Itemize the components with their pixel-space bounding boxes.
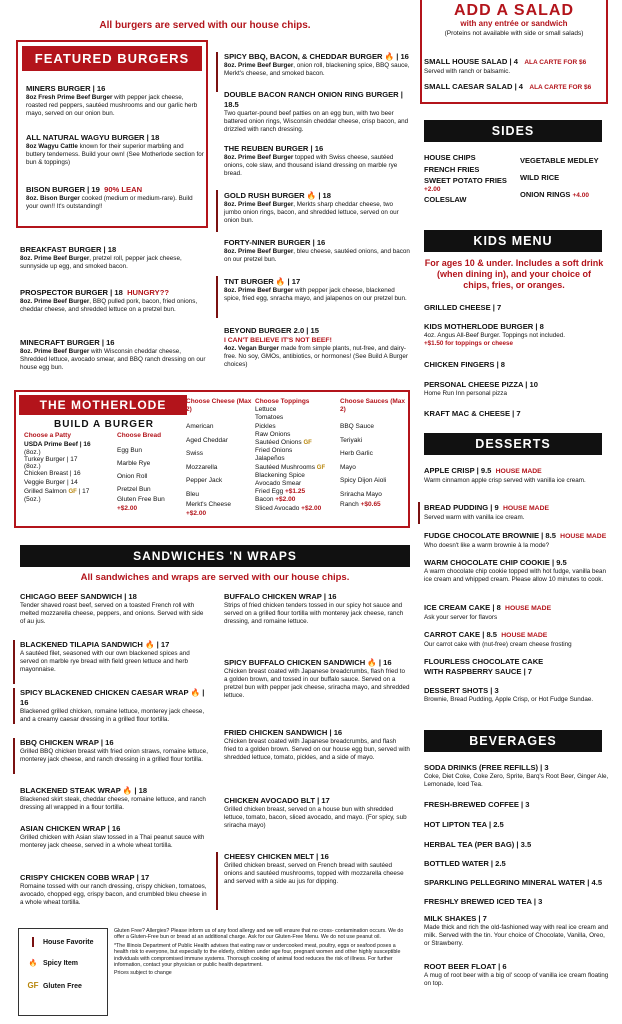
item-name: ASIAN CHICKEN WRAP | 16 <box>20 824 121 833</box>
house-favorite-bar <box>216 52 218 92</box>
item-name: SPICY BUFFALO CHICKEN SANDWICH 🔥 | 16 <box>224 658 392 667</box>
menu-item: BREAD PUDDING | 9 HOUSE MADE Served warm with vanilla ice cream. <box>424 503 550 521</box>
menu-item: CHICKEN FINGERS | 8 <box>424 360 506 369</box>
menu-item <box>224 728 410 762</box>
legend <box>18 928 108 1016</box>
house-favorite-bar <box>216 852 218 910</box>
menu-item <box>20 338 210 372</box>
item-desc: 8oz Fresh Prime Beef Burger with pepper jack cheese, roasted red peppers, sautéed mushrooms and our garlic herb mayo, served on our onion bun. <box>26 94 198 117</box>
menu-item <box>20 288 210 314</box>
menu-item <box>20 738 210 764</box>
item-desc: Chicken breast coated with Japanese breadcrumbs, and flash fried to a golden brown. Served on our house egg bun, served with shredded lettuce, tomato, pickles, and a side of mayo. <box>224 738 410 761</box>
menu-item <box>20 824 210 850</box>
menu-item: PERSONAL CHEESE PIZZA | 10 Home Run Inn personal pizza <box>424 380 538 397</box>
menu-item <box>20 688 210 724</box>
motherlode-header: THE MOTHERLODE <box>19 395 187 415</box>
item-desc: 8oz. Prime Beef Burger with Wisconsin cheddar cheese, Shredded lettuce, avocado smear, and BBQ ranch dressing on our house egg bun. <box>20 348 206 371</box>
item-name: CHEESY CHICKEN MELT | 16 <box>224 852 329 861</box>
item-name: FORTY-NINER BURGER | 16 <box>224 238 326 247</box>
menu-item <box>20 592 210 626</box>
menu-item <box>224 238 410 264</box>
flame-icon: 🔥 <box>275 277 286 286</box>
item-name: DOUBLE BACON RANCH ONION RING BURGER | 18.5 <box>224 90 403 109</box>
sides-right: VEGETABLE MEDLEY WILD RICE ONION RINGS +4.00 <box>520 156 599 199</box>
menu-item <box>20 873 210 907</box>
menu-item: SMALL CAESAR SALAD | 4 ALA CARTE FOR $6 <box>424 82 592 91</box>
menu-item: SPARKLING PELLEGRINO MINERAL WATER | 4.5 <box>424 878 603 887</box>
menu-item: ROOT BEER FLOAT | 6 A mug of root beer with a big ol' scoop of vanilla ice cream floating on top. <box>424 962 609 987</box>
menu-item <box>26 133 204 167</box>
menu-item <box>224 796 410 830</box>
item-name: GOLD RUSH BURGER 🔥 | 18 <box>224 191 331 200</box>
menu-item: ICE CREAM CAKE | 8 HOUSE MADE Ask your server for flavors <box>424 603 552 621</box>
item-desc: Tender shaved roast beef, served on a toasted French roll with melted mozzarella cheese, peppers, and onions. Served with side of au jus. <box>20 602 204 625</box>
item-name: BLACKENED STEAK WRAP 🔥 | 18 <box>20 786 148 795</box>
menu-item: CARROT CAKE | 8.5 HOUSE MADE Our carrot cake with (nut-free) cream cheese frosting <box>424 630 572 648</box>
item-desc: 4oz. Vegan Burger made from simple plants, nut-free, and dairy-free. No soy, GMOs, antibiotics, or hormones! (See Build A Burger choices) <box>224 345 408 368</box>
patty-column: Choose a Patty USDA Prime Beef | 16 (8oz.) Turkey Burger | 17 (8oz.) Chicken Breast | 16 Veggie Burger | 14 Grilled Salmon GF | 17 (5oz.) <box>24 432 114 503</box>
salad-title: ADD A SALAD <box>453 2 575 19</box>
menu-item: KIDS MOTHERLODE BURGER | 8 4oz. Angus All-Beef Burger. Toppings not included. +$1.50 for toppings or cheese <box>424 322 565 347</box>
item-desc: Grilled chicken breast, served on a house bun with shredded lettuce, tomato, bacon, sliced avocado, and mayo. (For spicy, sub sriracha mayo) <box>224 806 407 829</box>
menu-item: FRESHLY BREWED ICED TEA | 3 <box>424 897 543 906</box>
item-name: BISON BURGER | 19 90% LEAN <box>26 185 143 194</box>
flame-icon: 🔥 <box>122 786 133 795</box>
gluten-free-icon: GF <box>27 981 39 990</box>
item-name: SPICY BBQ, BACON, & CHEDDAR BURGER 🔥 | 16 <box>224 52 409 61</box>
menu-item <box>224 852 410 886</box>
item-name: CHICAGO BEEF SANDWICH | 18 <box>20 592 137 601</box>
item-name: BEYOND BURGER 2.0 | 15 <box>224 326 319 335</box>
flame-icon: 🔥 <box>306 191 317 200</box>
gluten-free-icon: GF <box>316 464 326 471</box>
item-desc: 8oz. Prime Beef Burger, BBQ pulled pork, bacon, fried onions, cheddar cheese, and shredded lettuce on a pretzel bun. <box>20 298 198 313</box>
item-desc: Grilled chicken with Asian slaw tossed in a Thai peanut sauce with monterey jack cheese, served in a whole wheat tortilla. <box>20 834 205 849</box>
cheese-column: Choose Cheese (Max 2) American Aged Cheddar Swiss Mozzarella Pepper Jack Bleu Merkt's Cheese +$2.00 <box>186 398 252 517</box>
item-name: CRISPY CHICKEN COBB WRAP | 17 <box>20 873 150 882</box>
flame-icon: 🔥 <box>28 960 38 967</box>
item-desc: Strips of fried chicken tenders tossed in our spicy hot sauce and served on a grilled flour tortilla with monterey jack cheese, ranch dressing, and romaine lettuce. <box>224 602 404 625</box>
item-desc: A sautéed filet, seasoned with our own blackened spices and served on marble rye bread with field green lettuce and herb mayonnaise. <box>20 650 190 673</box>
salad-note: (Proteins not available with side or small salads) <box>444 30 584 37</box>
legend-spicy-label: Spicy Item <box>42 960 78 967</box>
house-favorite-bar <box>216 190 218 232</box>
item-desc: 8oz. Prime Beef Burger, Merkts sharp cheddar cheese, two jumbo onion rings, bacon, and shredded lettuce, served on our onion bun. <box>224 201 399 224</box>
sauces-column: Choose Sauces (Max 2) BBQ Sauce Teriyaki Herb Garlic Mayo Spicy Dijon Aioli Sriracha Mayo Ranch +$0.65 <box>340 398 406 508</box>
item-name: MINERS BURGER | 16 <box>26 84 106 93</box>
menu-item <box>224 90 410 134</box>
menu-item <box>20 640 210 674</box>
menu-item: FUDGE CHOCOLATE BROWNIE | 8.5 HOUSE MADE Who doesn't like a warm brownie à la mode? <box>424 531 607 549</box>
item-tag: I CAN'T BELIEVE IT'S NOT BEEF! <box>224 337 332 344</box>
item-name: THE REUBEN BURGER | 16 <box>224 144 324 153</box>
menu-item <box>20 245 210 271</box>
bread-column: Choose Bread Egg Bun Marble Rye Onion Roll Pretzel Bun Gluten Free Bun +$2.00 <box>117 432 165 512</box>
item-name: ALL NATURAL WAGYU BURGER | 18 <box>26 133 160 142</box>
menu-item <box>224 326 410 369</box>
flame-icon: 🔥 <box>384 52 395 61</box>
build-a-burger: BUILD A BURGER <box>54 419 154 430</box>
item-name: SPICY BLACKENED CHICKEN CAESAR WRAP 🔥 | 16 <box>20 688 205 707</box>
item-desc: 8oz. Prime Beef Burger with pepper jack cheese, blackened spice, fried egg, snracha mayo, and jalapenos on our pretzel bun. <box>224 287 407 302</box>
flame-icon: 🔥 <box>145 640 155 649</box>
sandwiches-header: SANDWICHES 'N WRAPS <box>20 545 410 567</box>
house-favorite-bar <box>418 502 420 524</box>
menu-item: APPLE CRISP | 9.5 HOUSE MADE Warm cinnamon apple crisp served with vanilla ice cream. <box>424 466 586 484</box>
beverages-header: BEVERAGES <box>424 730 602 752</box>
menu-item: SMALL HOUSE SALAD | 4 ALA CARTE FOR $6 Served with ranch or balsamic. <box>424 57 587 75</box>
item-name: PROSPECTOR BURGER | 18 HUNGRY?? <box>20 288 169 297</box>
item-name: BREAKFAST BURGER | 18 <box>20 245 117 254</box>
menu-item: HERBAL TEA (PER BAG) | 3.5 <box>424 840 532 849</box>
house-favorite-icon <box>25 937 41 947</box>
menu-item <box>224 277 410 303</box>
menu-item: SODA DRINKS (FREE REFILLS) | 3 Coke, Diet Coke, Coke Zero, Sprite, Barq's Root Beer, Ginger Ale, Lemonade, Iced Tea. <box>424 763 609 788</box>
item-desc: Grilled chicken breast, served on French bread with sautéed onions and sautéed mushrooms, topped with mozzarella cheese and served with a side au jus for dipping. <box>224 862 404 885</box>
flame-icon: 🔥 <box>367 658 377 667</box>
item-desc: 8oz. Prime Beef Burger, bleu cheese, sautéed onions, and bacon on our pretzel bun. <box>224 248 410 263</box>
item-name: BUFFALO CHICKEN WRAP | 16 <box>224 592 337 601</box>
sides-left: HOUSE CHIPS FRENCH FRIES SWEET POTATO FRIES +2.00 COLESLAW <box>424 153 507 204</box>
item-name: CHICKEN AVOCADO BLT | 17 <box>224 796 330 805</box>
menu-item <box>224 658 410 700</box>
menu-item: BOTTLED WATER | 2.5 <box>424 859 506 868</box>
allergy-note: Gluten Free? Allergies? Please inform us of any food allergy and we will ensure that no cross- contamination occurs. We do offer a Gluten-Free bun or bread at an additional charge. Ask for our Gluten-Free Menu. We do not use peanut oil. <box>114 928 404 941</box>
toppings-column: Choose Toppings Lettuce Tomatoes Pickles Raw Onions Sautéed Onions GF Fried Onions Jalapeños Sautéed Mushrooms GF Blackening Spice Avocado Smear Fried Egg +$1.25 Bacon +$2.00 Sliced Avocado +$2.00 <box>255 398 326 512</box>
menu-item <box>224 52 410 78</box>
item-name: BLACKENED TILAPIA SANDWICH 🔥 | 17 <box>20 640 170 649</box>
gluten-free-icon: GF <box>303 440 312 447</box>
menu-item: WARM CHOCOLATE CHIP COOKIE | 9.5 A warm chocolate chip cookie topped with hot fudge, vanilla bean ice cream and whipped cream. Please allow 10 minutes to cook. <box>424 558 607 583</box>
item-desc: Blackened grilled chicken, romaine lettuce, monterey jack cheese, and a creamy caesar dressing in a grilled flour tortilla. <box>20 708 205 723</box>
menu-item: MILK SHAKES | 7 Made thick and rich the old-fashioned way with real ice cream and milk. Served with the tin. Your choice of Chocolate, Vanilla, Oreo, or Strawberry. <box>424 914 609 947</box>
house-favorite-bar <box>13 688 15 724</box>
menu-item <box>224 144 410 178</box>
menu-item <box>224 191 410 225</box>
item-desc: 8oz. Prime Beef Burger, onion roll, blackening spice, BBQ sauce, Merkt's cheese, and smoked bacon. <box>224 62 410 77</box>
menu-item <box>26 185 204 211</box>
menu-item: FLOURLESS CHOCOLATE CAKE WITH RASPBERRY SAUCE | 7 <box>424 657 544 676</box>
house-favorite-bar <box>13 738 15 774</box>
menu-item <box>224 592 410 626</box>
patty-title: Choose a Patty <box>24 432 71 439</box>
menu-item <box>20 786 210 812</box>
menu-item: KRAFT MAC & CHEESE | 7 <box>424 409 521 418</box>
burgers-note: All burgers are served with our house chips. <box>99 20 311 31</box>
menu-item: DESSERT SHOTS | 3 Brownie, Bread Pudding, Apple Crisp, or Hot Fudge Sundae. <box>424 686 594 703</box>
legend-gf-label: Gluten Free <box>42 983 82 990</box>
featured-header: FEATURED BURGERS <box>22 46 202 71</box>
flame-icon: 🔥 <box>190 688 201 697</box>
salad-subtitle: with any entrée or sandwich <box>460 19 568 28</box>
menu-item <box>26 84 204 118</box>
item-desc: Romaine tossed with our ranch dressing, crispy chicken, tomatoes, avocado, chopped egg, crispy bacon, and crumbled bleu cheese in a whole wheat tortilla. <box>20 883 207 906</box>
item-desc: 8oz. Prime Beef Burger topped with Swiss cheese, sautéed onions, cole slaw, and thousand island dressing on marble rye bread. <box>224 154 398 177</box>
menu-item: GRILLED CHEESE | 7 <box>424 303 502 312</box>
item-name: MINECRAFT BURGER | 16 <box>20 338 115 347</box>
item-desc: Blackened skirt steak, cheddar cheese, romaine lettuce, and ranch dressing all wrapped in a flour tortilla. <box>20 796 206 811</box>
sides-header: SIDES <box>424 120 602 142</box>
legend-fav-label: House Favorite <box>42 938 94 946</box>
health-note: *The Illinois Department of Public Health advises that eating raw or undercooked meat, poultry, eggs or seafood poses a health risk to everyone, but especially to the elderly, children under age four, pregnant women and other highly susceptible individuals with compromised immune systems. Thorough cooking of animal food reduces the risk of illness. For further information, contact your physician or public health department. <box>114 942 401 969</box>
item-name: TNT BURGER 🔥 | 17 <box>224 277 301 286</box>
kids-header: KIDS MENU <box>424 230 602 252</box>
item-desc: Chicken breast coated with Japanese breadcrumbs, flash fried to a golden brown, and tossed in our buffalo sauce. Served on a pretzel bun with pepper jack cheese, sriracha mayo, and shredded lettuce. <box>224 668 410 699</box>
item-desc: 8oz. Prime Beef Burger, pretzel roll, pepper jack cheese, sunnyside up egg, and smoked bacon. <box>20 255 182 270</box>
item-desc: Grilled BBQ chicken breast with fried onion straws, romaine lettuce, monterey jack cheese, and ranch dressing in a grilled flour tortilla. <box>20 748 208 763</box>
item-name: BBQ CHICKEN WRAP | 16 <box>20 738 114 747</box>
item-desc: 8oz Wagyu Cattle known for their superior marbling and buttery tenderness. Build your own! (See Motherlode section for bun & toppings) <box>26 143 204 166</box>
house-favorite-bar <box>216 276 218 318</box>
desserts-header: DESSERTS <box>424 433 602 455</box>
kids-note: For ages 10 & under. Includes a soft drink (when dining in), and your choice of chips, fries, or oranges. <box>424 258 604 290</box>
menu-item: FRESH-BREWED COFFEE | 3 <box>424 800 530 809</box>
disclaimer <box>114 928 410 977</box>
house-favorite-bar <box>13 640 15 684</box>
item-desc: 8oz. Bison Burger cooked (medium or medium-rare). Build your own!! It's outstanding!! <box>26 195 193 210</box>
item-desc: Two quarter-pound beef patties on an egg bun, with two beer battered onion rings, Wisconsin cheddar cheese, crisp bacon, and drizzled with ranch dressing. <box>224 110 409 133</box>
menu-item: HOT LIPTON TEA | 2.5 <box>424 820 504 829</box>
gluten-free-icon: GF <box>68 488 77 495</box>
sandwiches-note: All sandwiches and wraps are served with our house chips. <box>80 572 350 583</box>
prices-note: Prices subject to change <box>114 970 172 977</box>
item-name: FRIED CHICKEN SANDWICH | 16 <box>224 728 343 737</box>
